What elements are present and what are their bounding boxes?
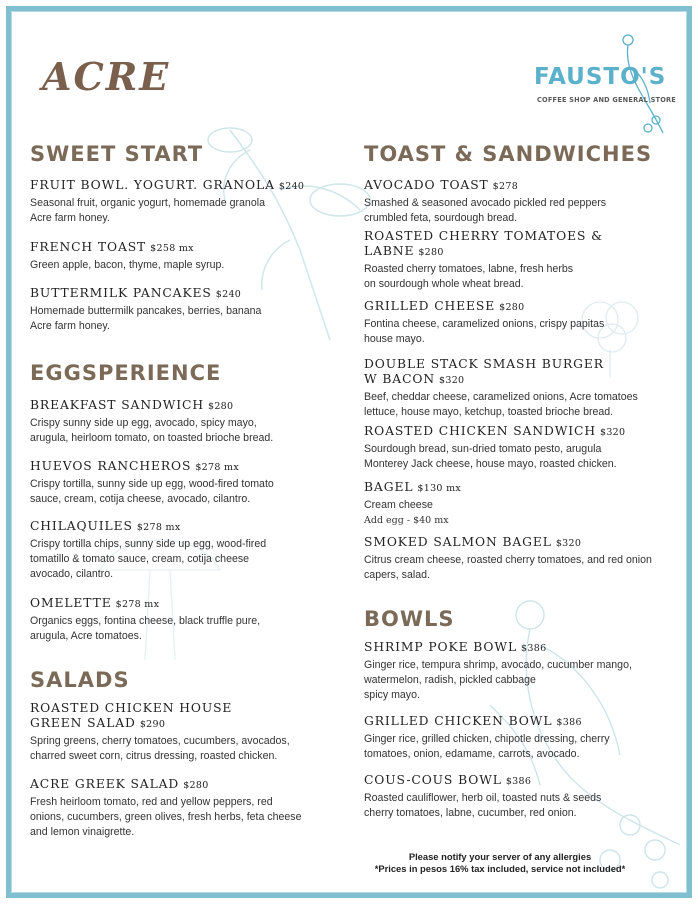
item-description: Seasonal fruit, organic yogurt, homemade granola Acre farm honey.: [30, 197, 265, 224]
section-toast-sandwiches: TOAST & SANDWICHES: [364, 142, 653, 166]
section-eggsperience: EGGSPERIENCE: [30, 361, 222, 385]
item-description: Smashed & seasoned avocado pickled red peppers crumbled feta, sourdough bread.: [364, 197, 607, 224]
item-name: GRILLED CHICKEN BOWL: [364, 714, 553, 728]
menu-item-fruit-bowl: [30, 178, 330, 226]
faustos-logo: FAUSTO'S: [534, 64, 667, 90]
menu-item-breakfast-sandwich: [30, 398, 330, 446]
allergy-notice: Please notify your server of any allergies: [408, 851, 592, 862]
item-price: $280: [183, 780, 209, 791]
menu-item-huevos-rancheros: [30, 459, 330, 507]
item-description: Beef, cheddar cheese, caramelized onions, Acre tomatoes lettuce, house mayo, ketchup, toasted brioche bread.: [364, 391, 638, 418]
item-name: ROASTED CHERRY TOMATOES &: [364, 229, 603, 243]
item-price: $240: [278, 181, 305, 192]
item-price: $240: [215, 289, 242, 300]
menu-item-double-stack-burger: [364, 357, 664, 420]
menu-item-avocado-toast: [364, 178, 664, 226]
item-name: ACRE GREEK SALAD: [30, 777, 180, 791]
item-price: $386: [556, 717, 582, 728]
menu-item-smoked-salmon-bagel: [364, 535, 664, 583]
item-price: $280: [418, 247, 444, 258]
item-price: $278 mx: [115, 599, 160, 610]
item-description: Citrus cream cheese, roasted cherry tomatoes, and red onion capers, salad.: [364, 554, 652, 581]
item-description: Crispy tortilla chips, sunny side up egg, wood-fired tomatillo & tomato sauce, cream, cotija cheese avocado, cilantro.: [30, 538, 267, 580]
item-price: $386: [521, 643, 547, 654]
item-description: Crispy sunny side up egg, avocado, spicy mayo, arugula, heirloom tomato, on toasted brioche bread.: [30, 417, 274, 444]
item-name: AVOCADO TOAST: [364, 178, 489, 192]
item-name: BAGEL: [364, 480, 414, 494]
menu-item-cous-cous-bowl: [364, 773, 664, 821]
item-name: ROASTED CHICKEN SANDWICH: [364, 424, 596, 438]
item-price: $320: [555, 538, 582, 549]
item-price: $278 mx: [136, 522, 181, 533]
menu-item-grilled-cheese: [364, 299, 664, 347]
item-description: Homemade buttermilk pancakes, berries, banana Acre farm honey.: [30, 305, 262, 332]
item-name: FRENCH TOAST: [30, 240, 147, 254]
item-description: Cream cheese: [364, 499, 433, 511]
item-name-line2: LABNE: [364, 244, 415, 258]
item-name: ROASTED CHICKEN HOUSE: [30, 701, 233, 715]
section-salads: SALADS: [30, 668, 130, 692]
menu-item-roasted-chicken-salad: [30, 701, 330, 764]
section-sweet-start: SWEET START: [30, 142, 204, 166]
item-name-line2: W BACON: [364, 372, 436, 386]
item-description: Organics eggs, fontina cheese, black truffle pure, arugula, Acre tomatoes.: [30, 615, 261, 642]
acre-logo: ACRE: [42, 54, 171, 99]
item-price: $258 mx: [150, 243, 194, 254]
item-price: $278 mx: [195, 462, 239, 473]
item-price: $280: [499, 302, 525, 313]
menu-item-buttermilk-pancakes: [30, 286, 330, 334]
item-description: Crispy tortilla, sunny side up egg, wood-fired tomato sauce, cream, cotija cheese, avocado, cilantro.: [30, 478, 274, 505]
menu-item-grilled-chicken-bowl: [364, 714, 664, 762]
menu-item-shrimp-poke-bowl: [364, 640, 664, 703]
item-name: GRILLED CHEESE: [364, 299, 496, 313]
item-description: Fresh heirloom tomato, red and yellow peppers, red onions, cucumbers, green olives, fresh herbs, feta cheese and lemon vinaigrette.: [30, 796, 302, 838]
item-name: HUEVOS RANCHEROS: [30, 459, 192, 473]
item-name: COUS-COUS BOWL: [364, 773, 502, 787]
item-description: Fontina cheese, caramelized onions, crispy papitas house mayo.: [364, 318, 605, 345]
item-name: DOUBLE STACK SMASH BURGER: [364, 357, 604, 371]
item-description: Spring greens, cherry tomatoes, cucumbers, avocados, charred sweet corn, citrus dressing, roasted chicken.: [30, 735, 290, 762]
item-description: Ginger rice, tempura shrimp, avocado, cucumber mango, watermelon, radish, pickled cabbage spicy mayo.: [364, 659, 632, 701]
item-description: Green apple, bacon, thyme, maple syrup.: [30, 259, 225, 271]
menu-item-acre-greek-salad: [30, 777, 330, 840]
item-name: BUTTERMILK PANCAKES: [30, 286, 212, 300]
item-price: $290: [139, 719, 166, 730]
item-price: $278: [492, 181, 519, 192]
menu-item-french-toast: [30, 240, 330, 273]
item-description: Sourdough bread, sun-dried tomato pesto, arugula Monterey Jack cheese, house mayo, roasted chicken.: [364, 443, 617, 470]
item-name: CHILAQUILES: [30, 519, 133, 533]
menu-item-bagel: [364, 480, 664, 528]
item-price: $320: [439, 375, 465, 386]
item-description: Roasted cauliflower, herb oil, toasted nuts & seeds cherry tomatoes, labne, cucumber, red onion.: [364, 792, 602, 819]
item-name: OMELETTE: [30, 596, 112, 610]
item-name: SHRIMP POKE BOWL: [364, 640, 518, 654]
faustos-subtitle: COFFEE SHOP AND GENERAL STORE: [537, 96, 676, 104]
menu-item-omelette: [30, 596, 330, 644]
item-name: BREAKFAST SANDWICH: [30, 398, 204, 412]
item-price: $280: [207, 401, 234, 412]
item-price: $386: [505, 776, 532, 787]
menu-item-chilaquiles: [30, 519, 330, 582]
item-name: SMOKED SALMON BAGEL: [364, 535, 552, 549]
pricing-notice: *Prices in pesos 16% tax included, service not included*: [374, 863, 626, 874]
menu-item-roasted-chicken-sandwich: [364, 424, 664, 472]
item-price: $320: [599, 427, 626, 438]
item-description: Roasted cherry tomatoes, labne, fresh herbs on sourdough whole wheat bread.: [364, 263, 574, 290]
item-addon: Add egg - $40 mx: [364, 515, 449, 526]
item-description: Ginger rice, grilled chicken, chipotle dressing, cherry tomatoes, onion, edamame, carrots, avocado.: [364, 733, 610, 760]
item-name-line2: GREEN SALAD: [30, 716, 136, 730]
section-bowls: BOWLS: [364, 607, 455, 631]
item-name: FRUIT BOWL. YOGURT. GRANOLA: [30, 178, 275, 192]
item-price: $130 mx: [417, 483, 462, 494]
menu-item-roasted-cherry-tomatoes: [364, 229, 664, 292]
